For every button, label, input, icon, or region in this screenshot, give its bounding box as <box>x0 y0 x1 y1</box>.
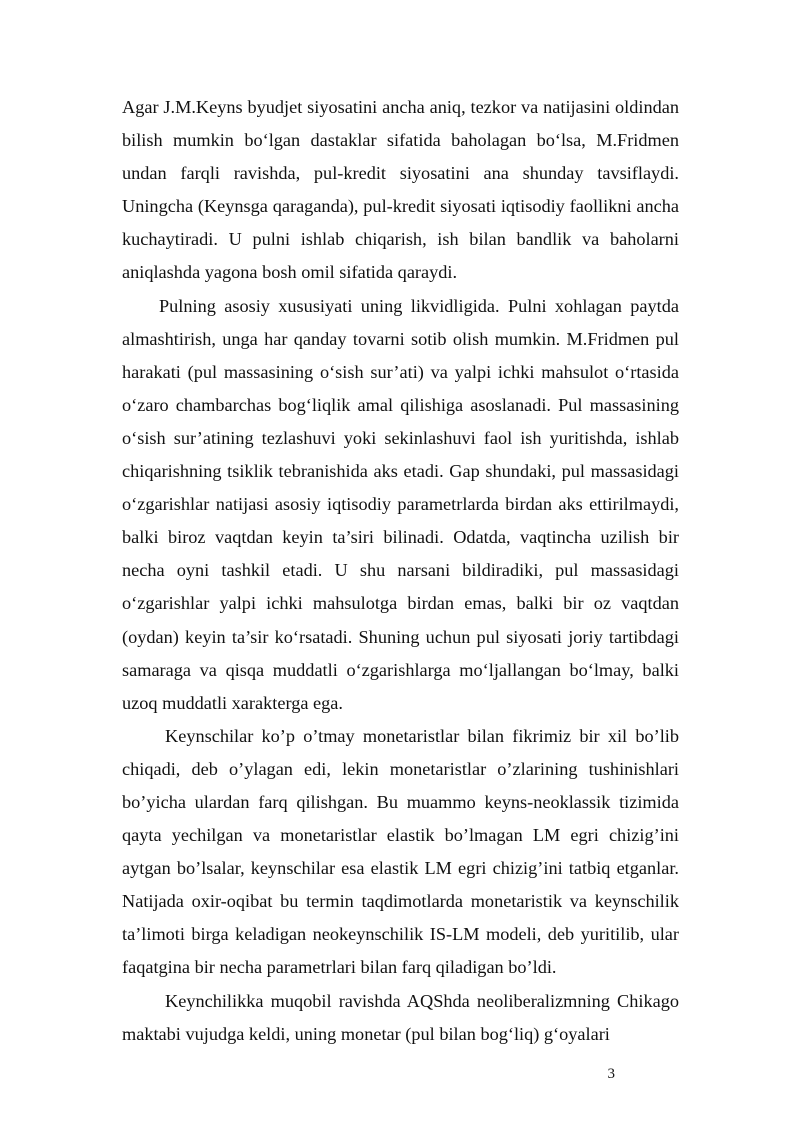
body-text <box>122 91 679 1051</box>
paragraph-1: Agar J.M.Keyns byudjet siyosatini ancha aniq, tezkor va natijasini oldindan bilish mumkin bo‘lgan dastaklar sifatida baholagan bo‘lsa, M.Fridmen undan farqli ravishda, pul-kredit siyosatini ana shunday tavsiflaydi. Uningcha (Keynsga qaraganda), pul-kredit siyosati iqtisodiy faollikni ancha kuchaytiradi. U pulni ishlab chiqarish, ish bilan bandlik va baholarni aniqlashda yagona bosh omil sifatida qaraydi. <box>122 97 679 283</box>
paragraph-4: Keynchilikka muqobil ravishda AQShda neoliberalizmning Chikago maktabi vujudga keldi, uning monetar (pul bilan bog‘liq) g‘oyalari <box>122 990 679 1044</box>
page-number: 3 <box>607 1066 615 1082</box>
paragraph-2: Pulning asosiy xususiyati uning likvidligida. Pulni xohlagan paytda almashtirish, unga har qanday tovarni sotib olish mumkin. M.Fridmen pul harakati (pul massasining o‘sish sur’ati) va yalpi ichki mahsulot o‘rtasida o‘zaro chambarchas bog‘liqlik amal qilishiga asoslanadi. Pul massasining o‘sish sur’atining tezlashuvi yoki sekinlashuvi faol ish yuritishda, ishlab chiqarishning tsiklik tebranishida aks etadi. Gap shundaki, pul massasidagi o‘zgarishlar natijasi asosiy iqtisodiy parametrlarda birdan aks ettirilmaydi, balki biroz vaqtdan keyin ta’siri bilinadi. Odatda, vaqtincha uzilish bir necha oyni tashkil etadi. U shu narsani bildiradiki, pul massasidagi o‘zgarishlar yalpi ichki mahsulotga birdan emas, balki bir oz vaqtdan (oydan) keyin ta’sir ko‘rsatadi. Shuning uchun pul siyosati joriy tartibdagi samaraga va qisqa muddatli o‘zgarishlarga mo‘ljallangan bo‘lmay, balki uzoq muddatli xarakterga ega. <box>122 295 679 713</box>
paragraph-3: Keynschilar ko’p o’tmay monetaristlar bilan fikrimiz bir xil bo’lib chiqadi, deb o’ylagan edi, lekin monetaristlar o’zlarining tushinishlari bo’yicha ulardan farq qilishgan. Bu muammo keyns-neoklassik tizimida qayta yechilgan va monetaristlar elastik bo’lmagan LM egri chizig’ini aytgan bo’lsalar, keynschilar esa elastik LM egri chizig’ini tatbiq etganlar. Natijada oxir-oqibat bu termin taqdimotlarda monetaristik va keynschilik ta’limoti birga keladigan neokeynschilik IS-LM modeli, deb yuritilib, ular faqatgina bir necha parametrlari bilan farq qiladigan bo’ldi. <box>122 725 679 978</box>
